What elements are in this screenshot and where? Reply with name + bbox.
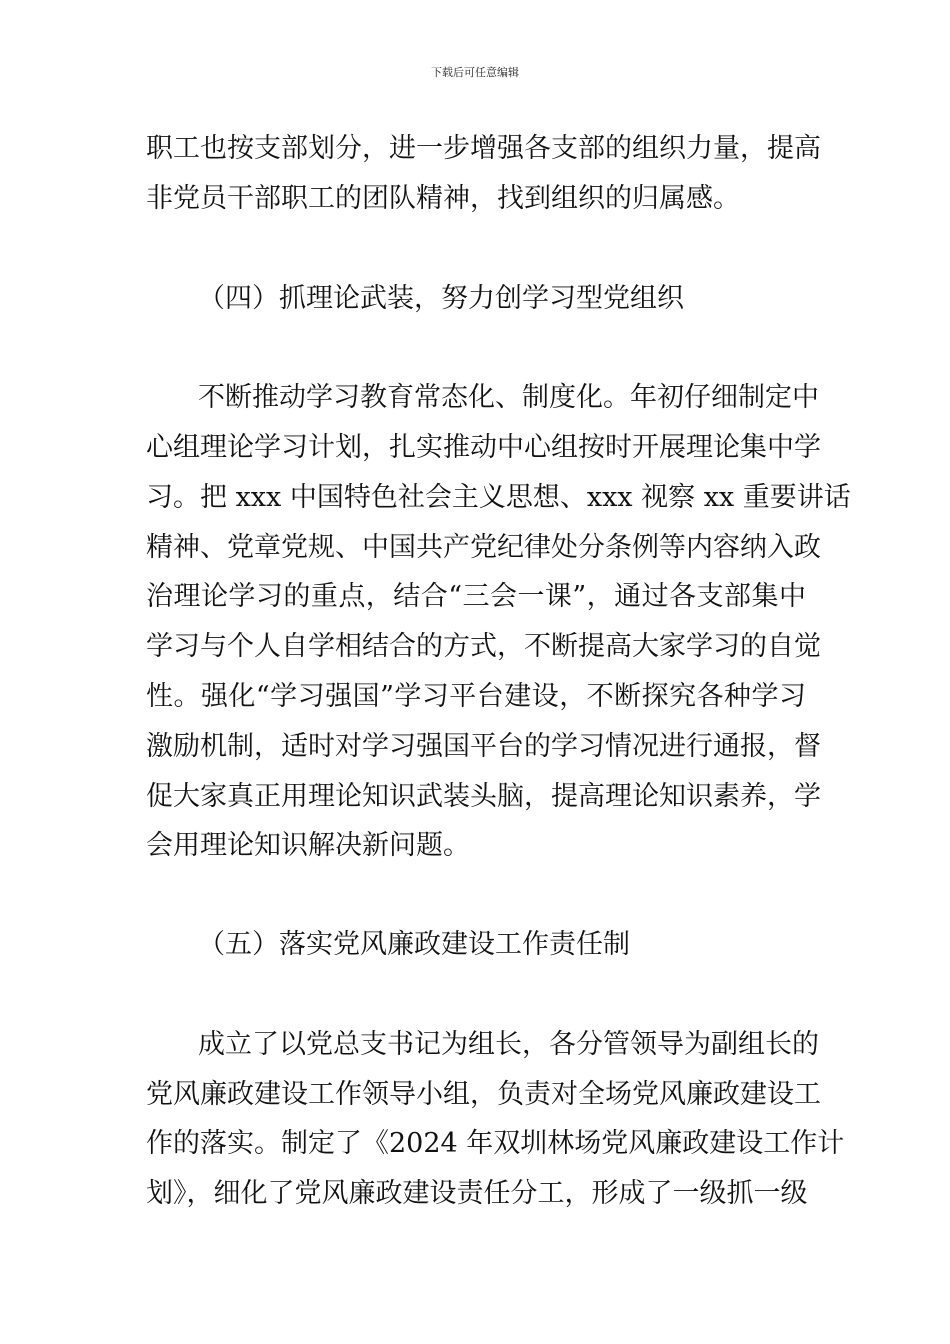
- paragraph-line: 激励机制，适时对学习强国平台的学习情况进行通报，督: [146, 731, 821, 762]
- paragraph-line: 治理论学习的重点，结合“三会一课”，通过各支部集中: [146, 581, 806, 612]
- paragraph-line: 作的落实。制定了《2024 年双圳林场党风廉政建设工作计: [146, 1128, 845, 1159]
- page-header: 下载后可任意编辑: [431, 66, 519, 79]
- paragraph-line: 习。把 xxx 中国特色社会主义思想、xxx 视察 xx 重要讲话: [146, 482, 851, 513]
- paragraph-line: 划》，细化了党风廉政建设责任分工，形成了一级抓一级: [146, 1178, 808, 1209]
- section-heading-5: （五）落实党风廉政建设工作责任制: [198, 929, 630, 960]
- paragraph-line: 会用理论知识解决新问题。: [146, 830, 470, 861]
- paragraph-line: 心组理论学习计划，扎实推动中心组按时开展理论集中学: [146, 432, 821, 463]
- paragraph-line: 促大家真正用理论知识武装头脑，提高理论知识素养，学: [146, 781, 821, 812]
- paragraph-line: 不断推动学习教育常态化、制度化。年初仔细制定中: [198, 382, 819, 413]
- paragraph-line: 职工也按支部划分，进一步增强各支部的组织力量，提高: [146, 133, 821, 164]
- paragraph-line: 非党员干部职工的团队精神，找到组织的归属感。: [146, 183, 740, 214]
- paragraph-line: 成立了以党总支书记为组长，各分管领导为副组长的: [198, 1029, 819, 1060]
- section-heading-4: （四）抓理论武装，努力创学习型党组织: [198, 283, 684, 314]
- paragraph-line: 性。强化“学习强国”学习平台建设，不断探究各种学习: [146, 681, 806, 712]
- paragraph-line: 学习与个人自学相结合的方式，不断提高大家学习的自觉: [146, 631, 821, 662]
- paragraph-line: 党风廉政建设工作领导小组，负责对全场党风廉政建设工: [146, 1079, 821, 1110]
- paragraph-line: 精神、党章党规、中国共产党纪律处分条例等内容纳入政: [146, 532, 821, 563]
